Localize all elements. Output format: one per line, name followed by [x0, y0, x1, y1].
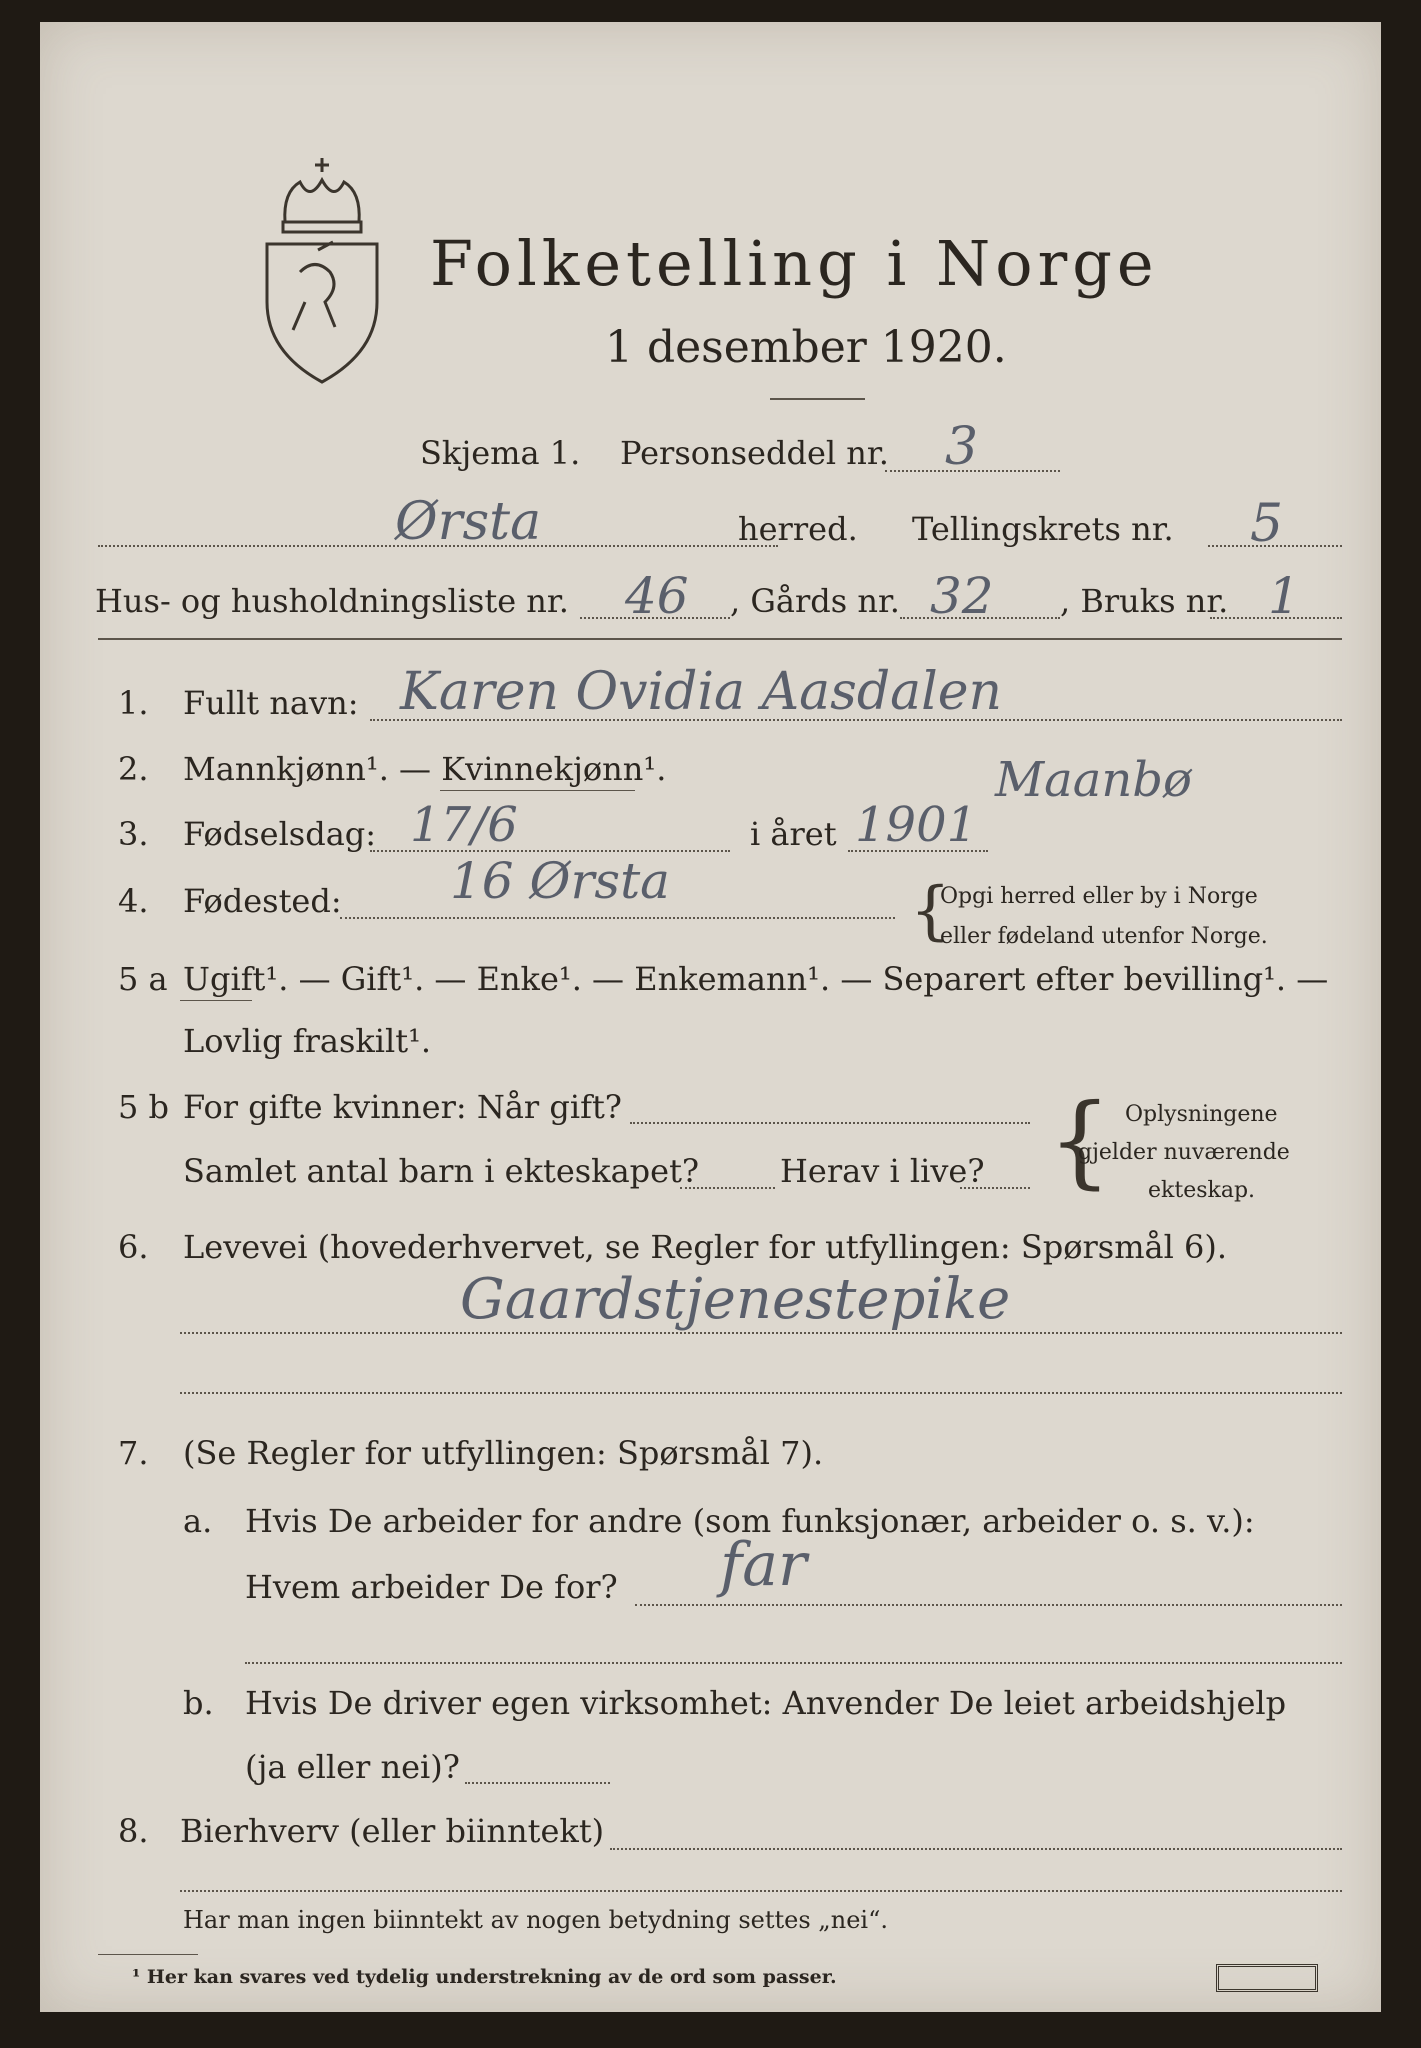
bruks-label: , Bruks nr.: [1060, 582, 1229, 620]
q5b-line1: For gifte kvinner: Når gift?: [183, 1088, 622, 1126]
q5b-brace: {: [1048, 1082, 1112, 1199]
q6-number: 6.: [118, 1228, 149, 1266]
q3-number: 3.: [118, 815, 149, 853]
q4-note-line1: Opgi herred eller by i Norge: [940, 884, 1258, 909]
q5b-children-line: [680, 1187, 775, 1189]
q7b-letter: b.: [183, 1684, 214, 1722]
tellingskrets-label: Tellingskrets nr.: [912, 510, 1174, 548]
gards-label: , Gårds nr.: [730, 582, 900, 620]
form-title: Folketelling i Norge: [430, 227, 1159, 300]
q5b-alive-line: [960, 1187, 1030, 1189]
q7b-line: [465, 1782, 610, 1784]
bruks-value[interactable]: 1: [1268, 567, 1300, 625]
q8-number: 8.: [118, 1812, 149, 1850]
header-divider: [98, 638, 1342, 640]
q5a-line2: Lovlig fraskilt¹.: [183, 1022, 432, 1060]
q1-number: 1.: [118, 684, 149, 722]
q7b-line1: Hvis De driver egen virksomhet: Anvender De leiet arbeidshjelp: [245, 1684, 1287, 1722]
q7a-line: [635, 1604, 1342, 1606]
q2-number: 2.: [118, 750, 149, 788]
birthplace-value[interactable]: 16 Ørsta: [450, 852, 670, 910]
full-name-value[interactable]: Karen Ovidia Aasdalen: [400, 662, 1003, 722]
skjema-label: Skjema 1.: [420, 434, 581, 472]
q8-line-extra: [180, 1890, 1342, 1892]
title-divider: [770, 398, 865, 400]
footer-note: Har man ingen biinntekt av nogen betydning settes „nei“.: [183, 1906, 888, 1934]
q4-number: 4.: [118, 882, 149, 920]
ugift-underline: [180, 1000, 252, 1001]
q5b-number: 5 b: [118, 1088, 170, 1126]
q4-label: Fødested:: [183, 882, 342, 920]
q7a-letter: a.: [183, 1502, 213, 1540]
gards-value[interactable]: 32: [930, 567, 994, 625]
footnote-divider: [98, 1954, 198, 1955]
q4-brace: {: [910, 874, 951, 948]
q7a-line-extra: [245, 1662, 1342, 1664]
q7b-line2: (ja eller nei)?: [245, 1748, 460, 1786]
q5b-herav-label: Herav i live?: [780, 1152, 985, 1190]
q7a-line2: Hvem arbeider De for?: [245, 1568, 618, 1606]
tellingskrets-value[interactable]: 5: [1250, 494, 1284, 554]
q7a-line1: Hvis De arbeider for andre (som funksjonær, arbeider o. s. v.):: [245, 1502, 1255, 1540]
q6-line2: [180, 1392, 1342, 1394]
census-form: [40, 22, 1381, 2012]
footnote: ¹ Her kan svares ved tydelig understrekning av de ord som passer.: [132, 1966, 837, 1988]
q5b-note-line2: gjelder nuværende: [1078, 1140, 1290, 1165]
q1-label: Fullt navn:: [183, 684, 359, 722]
kvinnekjonn-underline: [440, 790, 635, 791]
q2-extra-note[interactable]: Maanbø: [995, 752, 1192, 808]
personseddel-label: Personseddel nr.: [620, 434, 889, 472]
personseddel-value[interactable]: 3: [945, 417, 979, 477]
q5b-married-line: [630, 1122, 1030, 1124]
q5a-number: 5 a: [118, 960, 168, 998]
q8-label: Bierhverv (eller biinntekt): [180, 1812, 605, 1850]
census-date: 1 desember 1920.: [605, 322, 1007, 373]
q5b-line2: Samlet antal barn i ekteskapet?: [183, 1152, 700, 1190]
q6-label: Levevei (hovederhvervet, se Regler for utfyllingen: Spørsmål 6).: [183, 1228, 1228, 1266]
coat-of-arms-icon: [255, 152, 390, 387]
employer-value[interactable]: far: [720, 1530, 807, 1600]
q4-note-line2: eller fødeland utenfor Norge.: [940, 924, 1268, 949]
q6-line1: [180, 1332, 1342, 1334]
birthday-value[interactable]: 17/6: [410, 797, 518, 853]
herred-label: herred.: [738, 510, 858, 548]
occupation-value[interactable]: Gaardstjenestepike: [460, 1267, 1011, 1332]
hus-value[interactable]: 46: [625, 567, 689, 625]
q5b-note-line1: Oplysningene: [1125, 1102, 1278, 1127]
q3-label: Fødselsdag:: [183, 815, 377, 853]
q4-line: [340, 917, 895, 919]
q7-number: 7.: [118, 1434, 149, 1472]
q2-label: Mannkjønn¹. — Kvinnekjønn¹.: [183, 750, 667, 788]
q5a-line1: Ugift¹. — Gift¹. — Enke¹. — Enkemann¹. — Separert efter bevilling¹. —: [183, 960, 1329, 998]
q3-year-label: i året: [750, 815, 837, 853]
birth-year-value[interactable]: 1901: [855, 797, 978, 853]
printer-stamp: [1216, 1964, 1318, 1992]
q7-label: (Se Regler for utfyllingen: Spørsmål 7).: [183, 1434, 824, 1472]
herred-value[interactable]: Ørsta: [395, 492, 542, 552]
q8-line: [610, 1848, 1342, 1850]
q5b-note-line3: ekteskap.: [1148, 1178, 1256, 1203]
hus-label: Hus- og husholdningsliste nr.: [95, 582, 569, 620]
